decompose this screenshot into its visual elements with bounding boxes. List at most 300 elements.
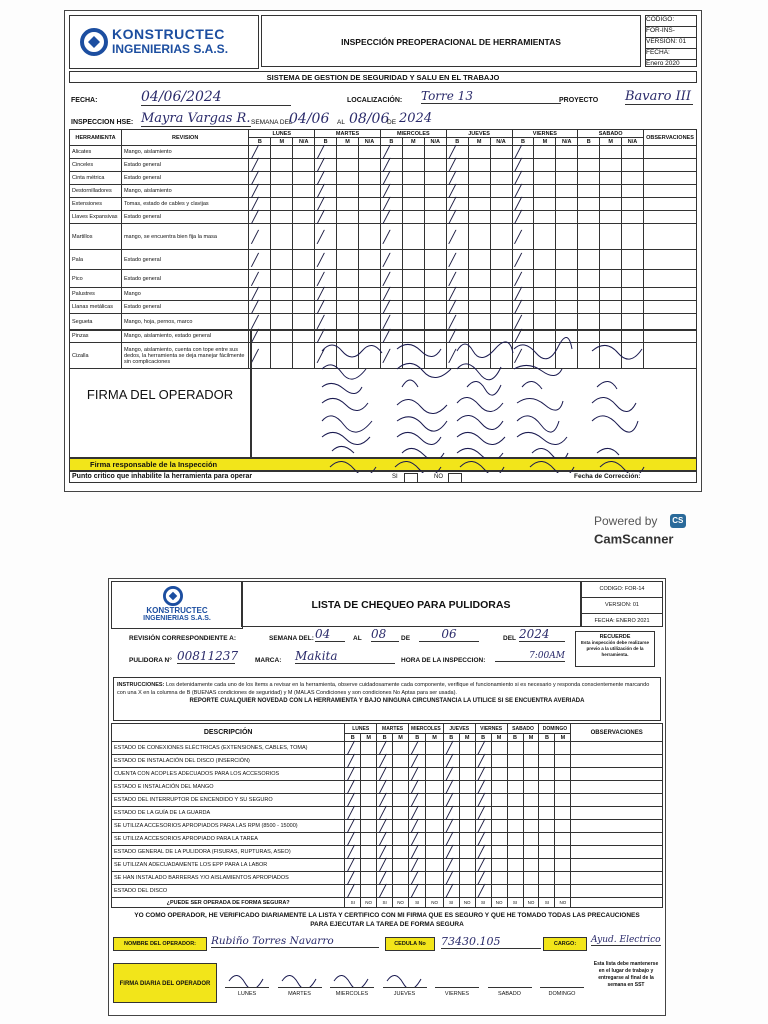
check-cell[interactable] (556, 301, 578, 314)
check-cell[interactable] (555, 846, 571, 859)
check-cell[interactable] (534, 146, 556, 159)
check-cell[interactable] (523, 768, 539, 781)
check-cell[interactable] (539, 768, 555, 781)
check-cell[interactable] (490, 288, 512, 301)
check-cell[interactable] (426, 794, 443, 807)
check-cell[interactable] (468, 146, 490, 159)
check-cell[interactable] (361, 807, 377, 820)
check-cell[interactable]: ╱ (409, 742, 426, 755)
check-cell[interactable] (534, 224, 556, 250)
check-cell[interactable]: ╱ (409, 872, 426, 885)
check-cell[interactable] (426, 768, 443, 781)
check-cell[interactable]: ╱ (443, 807, 459, 820)
check-cell[interactable]: ╱ (249, 198, 271, 211)
check-cell[interactable] (426, 859, 443, 872)
check-cell[interactable]: ╱ (512, 172, 534, 185)
check-cell[interactable] (426, 846, 443, 859)
check-cell[interactable] (491, 885, 507, 898)
check-cell[interactable] (424, 288, 446, 301)
check-cell[interactable] (402, 270, 424, 288)
check-cell[interactable]: ╱ (315, 301, 337, 314)
obs-cell[interactable] (571, 872, 663, 885)
check-cell[interactable] (271, 172, 293, 185)
check-cell[interactable]: ╱ (249, 159, 271, 172)
check-cell[interactable] (600, 314, 622, 330)
check-cell[interactable] (507, 807, 523, 820)
check-cell[interactable] (555, 820, 571, 833)
check-cell[interactable] (523, 833, 539, 846)
check-cell[interactable] (491, 872, 507, 885)
check-cell[interactable] (622, 270, 644, 288)
check-cell[interactable] (556, 270, 578, 288)
check-cell[interactable] (539, 755, 555, 768)
check-cell[interactable] (426, 781, 443, 794)
check-cell[interactable] (490, 185, 512, 198)
check-cell[interactable] (402, 250, 424, 270)
check-cell[interactable] (490, 211, 512, 224)
check-cell[interactable]: ╱ (377, 755, 393, 768)
check-cell[interactable] (337, 198, 359, 211)
check-cell[interactable]: ╱ (315, 185, 337, 198)
check-cell[interactable] (555, 885, 571, 898)
check-cell[interactable] (600, 146, 622, 159)
check-cell[interactable]: ╱ (377, 859, 393, 872)
check-cell[interactable] (523, 794, 539, 807)
check-cell[interactable] (490, 270, 512, 288)
check-cell[interactable]: ╱ (249, 211, 271, 224)
check-cell[interactable]: ╱ (315, 343, 337, 369)
check-cell[interactable] (491, 768, 507, 781)
check-cell[interactable]: ╱ (475, 768, 491, 781)
check-cell[interactable] (361, 872, 377, 885)
check-cell[interactable] (358, 159, 380, 172)
check-cell[interactable] (539, 807, 555, 820)
check-cell[interactable] (393, 859, 409, 872)
check-cell[interactable] (271, 211, 293, 224)
check-cell[interactable] (426, 820, 443, 833)
check-cell[interactable]: ╱ (345, 820, 361, 833)
check-cell[interactable] (271, 250, 293, 270)
check-cell[interactable]: ╱ (512, 343, 534, 369)
check-cell[interactable] (402, 314, 424, 330)
check-cell[interactable] (523, 846, 539, 859)
check-cell[interactable]: ╱ (345, 768, 361, 781)
check-cell[interactable] (507, 859, 523, 872)
check-cell[interactable] (402, 211, 424, 224)
check-cell[interactable] (539, 872, 555, 885)
check-cell[interactable] (490, 250, 512, 270)
check-cell[interactable] (556, 146, 578, 159)
check-cell[interactable] (424, 270, 446, 288)
check-cell[interactable]: ╱ (249, 185, 271, 198)
check-cell[interactable] (361, 833, 377, 846)
check-cell[interactable]: ╱ (409, 833, 426, 846)
check-cell[interactable]: ╱ (512, 211, 534, 224)
check-cell[interactable] (491, 794, 507, 807)
check-cell[interactable]: ╱ (380, 301, 402, 314)
si-cell[interactable]: SI (475, 898, 491, 908)
check-cell[interactable] (393, 794, 409, 807)
check-cell[interactable]: ╱ (249, 330, 271, 343)
check-cell[interactable] (337, 288, 359, 301)
check-cell[interactable] (361, 755, 377, 768)
check-cell[interactable] (578, 224, 600, 250)
check-cell[interactable] (337, 211, 359, 224)
check-cell[interactable] (578, 270, 600, 288)
obs-cell[interactable] (644, 172, 697, 185)
check-cell[interactable] (468, 172, 490, 185)
check-cell[interactable]: ╱ (345, 872, 361, 885)
check-cell[interactable] (507, 794, 523, 807)
check-cell[interactable] (337, 314, 359, 330)
check-cell[interactable] (556, 211, 578, 224)
check-cell[interactable]: ╱ (409, 794, 426, 807)
obs-cell[interactable] (644, 301, 697, 314)
check-cell[interactable] (523, 859, 539, 872)
check-cell[interactable] (578, 172, 600, 185)
check-cell[interactable]: ╱ (380, 250, 402, 270)
check-cell[interactable]: ╱ (380, 288, 402, 301)
check-cell[interactable] (426, 872, 443, 885)
check-cell[interactable] (459, 781, 475, 794)
obs-cell[interactable] (644, 314, 697, 330)
check-cell[interactable] (468, 198, 490, 211)
check-cell[interactable] (426, 742, 443, 755)
check-cell[interactable] (539, 794, 555, 807)
check-cell[interactable] (534, 270, 556, 288)
check-cell[interactable] (361, 885, 377, 898)
check-cell[interactable] (293, 270, 315, 288)
check-cell[interactable] (622, 314, 644, 330)
check-cell[interactable] (361, 742, 377, 755)
check-cell[interactable] (468, 288, 490, 301)
obs-cell[interactable] (571, 781, 663, 794)
check-cell[interactable]: ╱ (345, 833, 361, 846)
check-cell[interactable] (534, 314, 556, 330)
check-cell[interactable]: ╱ (475, 846, 491, 859)
check-cell[interactable] (459, 755, 475, 768)
check-cell[interactable]: ╱ (443, 846, 459, 859)
check-cell[interactable]: ╱ (446, 172, 468, 185)
check-cell[interactable]: ╱ (512, 250, 534, 270)
check-cell[interactable] (271, 301, 293, 314)
check-cell[interactable] (523, 820, 539, 833)
check-cell[interactable] (271, 314, 293, 330)
check-cell[interactable] (393, 885, 409, 898)
check-cell[interactable] (337, 172, 359, 185)
check-cell[interactable] (578, 211, 600, 224)
check-cell[interactable] (459, 859, 475, 872)
check-cell[interactable]: ╱ (443, 859, 459, 872)
check-cell[interactable] (337, 185, 359, 198)
check-cell[interactable] (424, 146, 446, 159)
check-cell[interactable] (358, 211, 380, 224)
check-cell[interactable]: ╱ (380, 146, 402, 159)
check-cell[interactable] (600, 288, 622, 301)
check-cell[interactable] (393, 872, 409, 885)
check-cell[interactable] (402, 198, 424, 211)
check-cell[interactable]: ╱ (443, 872, 459, 885)
no-cell[interactable]: NO (491, 898, 507, 908)
check-cell[interactable] (578, 250, 600, 270)
check-cell[interactable] (459, 872, 475, 885)
firma-day-slot[interactable] (484, 963, 536, 1003)
check-cell[interactable] (622, 250, 644, 270)
check-cell[interactable] (424, 185, 446, 198)
check-cell[interactable] (426, 755, 443, 768)
check-cell[interactable] (507, 885, 523, 898)
check-cell[interactable]: ╱ (446, 198, 468, 211)
check-cell[interactable] (491, 833, 507, 846)
obs-cell[interactable] (571, 794, 663, 807)
check-cell[interactable] (523, 807, 539, 820)
check-cell[interactable] (507, 742, 523, 755)
check-cell[interactable] (358, 314, 380, 330)
check-cell[interactable]: ╱ (446, 270, 468, 288)
check-cell[interactable] (459, 794, 475, 807)
check-cell[interactable] (293, 146, 315, 159)
check-cell[interactable]: ╱ (345, 794, 361, 807)
obs-cell[interactable] (571, 846, 663, 859)
check-cell[interactable] (424, 159, 446, 172)
check-cell[interactable]: ╱ (409, 768, 426, 781)
check-cell[interactable]: ╱ (443, 885, 459, 898)
check-cell[interactable] (459, 833, 475, 846)
check-cell[interactable]: ╱ (345, 807, 361, 820)
check-cell[interactable] (358, 301, 380, 314)
check-cell[interactable] (358, 250, 380, 270)
check-cell[interactable]: ╱ (249, 250, 271, 270)
check-cell[interactable]: ╱ (249, 301, 271, 314)
check-cell[interactable] (358, 172, 380, 185)
check-cell[interactable] (523, 742, 539, 755)
check-cell[interactable] (393, 742, 409, 755)
check-cell[interactable]: ╱ (377, 846, 393, 859)
check-cell[interactable] (539, 859, 555, 872)
check-cell[interactable]: ╱ (512, 185, 534, 198)
check-cell[interactable]: ╱ (380, 314, 402, 330)
obs-cell[interactable] (571, 807, 663, 820)
check-cell[interactable] (358, 185, 380, 198)
check-cell[interactable] (424, 172, 446, 185)
check-cell[interactable]: ╱ (475, 872, 491, 885)
check-cell[interactable] (337, 159, 359, 172)
check-cell[interactable] (337, 301, 359, 314)
check-cell[interactable]: ╱ (409, 781, 426, 794)
check-cell[interactable] (402, 288, 424, 301)
check-cell[interactable] (555, 794, 571, 807)
check-cell[interactable]: ╱ (446, 343, 468, 369)
check-cell[interactable]: ╱ (512, 224, 534, 250)
check-cell[interactable] (293, 211, 315, 224)
check-cell[interactable] (271, 185, 293, 198)
check-cell[interactable] (534, 185, 556, 198)
check-cell[interactable] (468, 224, 490, 250)
check-cell[interactable]: ╱ (380, 224, 402, 250)
check-cell[interactable]: ╱ (249, 224, 271, 250)
check-cell[interactable] (490, 146, 512, 159)
check-cell[interactable] (424, 250, 446, 270)
check-cell[interactable]: ╱ (446, 301, 468, 314)
check-cell[interactable] (358, 198, 380, 211)
check-cell[interactable] (468, 270, 490, 288)
check-cell[interactable] (523, 755, 539, 768)
check-cell[interactable] (539, 833, 555, 846)
check-cell[interactable] (402, 159, 424, 172)
check-cell[interactable]: ╱ (345, 742, 361, 755)
firma-day-slot[interactable] (221, 963, 273, 1003)
obs-cell[interactable] (571, 859, 663, 872)
check-cell[interactable] (555, 742, 571, 755)
check-cell[interactable]: ╱ (249, 270, 271, 288)
check-cell[interactable]: ╱ (380, 185, 402, 198)
check-cell[interactable]: ╱ (446, 250, 468, 270)
check-cell[interactable] (622, 224, 644, 250)
check-cell[interactable] (293, 172, 315, 185)
check-cell[interactable] (361, 781, 377, 794)
check-cell[interactable] (459, 820, 475, 833)
firma-day-slot[interactable] (326, 963, 378, 1003)
check-cell[interactable]: ╱ (377, 794, 393, 807)
check-cell[interactable] (459, 885, 475, 898)
check-cell[interactable]: ╱ (512, 330, 534, 343)
check-cell[interactable] (555, 781, 571, 794)
obs-cell[interactable] (571, 885, 663, 898)
check-cell[interactable] (534, 159, 556, 172)
check-cell[interactable]: ╱ (475, 781, 491, 794)
check-cell[interactable]: ╱ (249, 146, 271, 159)
check-cell[interactable] (491, 755, 507, 768)
check-cell[interactable]: ╱ (443, 781, 459, 794)
check-cell[interactable] (490, 198, 512, 211)
check-cell[interactable]: ╱ (512, 301, 534, 314)
check-cell[interactable]: ╱ (446, 146, 468, 159)
check-cell[interactable] (600, 270, 622, 288)
check-cell[interactable] (555, 833, 571, 846)
check-cell[interactable]: ╱ (409, 859, 426, 872)
check-cell[interactable] (468, 159, 490, 172)
check-cell[interactable] (402, 146, 424, 159)
check-cell[interactable] (293, 250, 315, 270)
check-cell[interactable] (424, 211, 446, 224)
check-cell[interactable]: ╱ (377, 742, 393, 755)
check-cell[interactable] (424, 224, 446, 250)
check-cell[interactable] (556, 185, 578, 198)
firma-day-slot[interactable] (274, 963, 326, 1003)
check-cell[interactable] (556, 159, 578, 172)
obs-cell[interactable] (571, 833, 663, 846)
check-cell[interactable]: ╱ (443, 794, 459, 807)
si-cell[interactable]: SI (507, 898, 523, 908)
check-cell[interactable] (578, 288, 600, 301)
check-cell[interactable] (523, 885, 539, 898)
check-cell[interactable] (539, 846, 555, 859)
check-cell[interactable] (361, 820, 377, 833)
check-cell[interactable]: ╱ (512, 198, 534, 211)
check-cell[interactable] (293, 198, 315, 211)
check-cell[interactable] (534, 198, 556, 211)
obs-cell[interactable] (644, 288, 697, 301)
check-cell[interactable] (361, 768, 377, 781)
check-cell[interactable] (490, 301, 512, 314)
check-cell[interactable]: ╱ (512, 146, 534, 159)
check-cell[interactable] (556, 224, 578, 250)
check-cell[interactable]: ╱ (315, 288, 337, 301)
check-cell[interactable] (490, 172, 512, 185)
check-cell[interactable]: ╱ (377, 768, 393, 781)
check-cell[interactable] (393, 755, 409, 768)
check-cell[interactable] (424, 314, 446, 330)
si-cell[interactable]: SI (345, 898, 361, 908)
check-cell[interactable]: ╱ (315, 211, 337, 224)
check-cell[interactable]: ╱ (380, 211, 402, 224)
obs-cell[interactable] (644, 185, 697, 198)
check-cell[interactable]: ╱ (446, 330, 468, 343)
check-cell[interactable]: ╱ (512, 159, 534, 172)
check-cell[interactable] (393, 781, 409, 794)
obs-cell[interactable] (571, 742, 663, 755)
check-cell[interactable]: ╱ (446, 159, 468, 172)
check-cell[interactable] (490, 314, 512, 330)
check-cell[interactable] (507, 768, 523, 781)
check-cell[interactable] (271, 146, 293, 159)
check-cell[interactable] (337, 270, 359, 288)
check-cell[interactable] (393, 833, 409, 846)
obs-cell[interactable] (644, 270, 697, 288)
firma-day-slot[interactable] (536, 963, 588, 1003)
check-cell[interactable] (600, 172, 622, 185)
check-cell[interactable]: ╱ (446, 185, 468, 198)
check-cell[interactable] (402, 172, 424, 185)
obs-cell[interactable] (571, 755, 663, 768)
si-cell[interactable]: SI (409, 898, 426, 908)
check-cell[interactable] (622, 172, 644, 185)
check-cell[interactable] (556, 172, 578, 185)
check-cell[interactable] (424, 198, 446, 211)
check-cell[interactable]: ╱ (315, 314, 337, 330)
obs-cell[interactable] (644, 211, 697, 224)
check-cell[interactable]: ╱ (345, 859, 361, 872)
obs-cell[interactable] (571, 820, 663, 833)
obs-cell[interactable] (644, 224, 697, 250)
check-cell[interactable] (578, 301, 600, 314)
no-cell[interactable]: NO (426, 898, 443, 908)
check-cell[interactable] (556, 314, 578, 330)
check-cell[interactable]: ╱ (377, 807, 393, 820)
check-cell[interactable] (459, 807, 475, 820)
check-cell[interactable]: ╱ (409, 885, 426, 898)
check-cell[interactable]: ╱ (475, 807, 491, 820)
check-cell[interactable] (426, 885, 443, 898)
check-cell[interactable]: ╱ (443, 755, 459, 768)
check-cell[interactable]: ╱ (475, 833, 491, 846)
check-cell[interactable] (539, 820, 555, 833)
check-cell[interactable]: ╱ (446, 288, 468, 301)
check-cell[interactable] (539, 885, 555, 898)
check-cell[interactable]: ╱ (249, 314, 271, 330)
check-cell[interactable] (293, 301, 315, 314)
check-cell[interactable] (459, 768, 475, 781)
check-cell[interactable] (293, 159, 315, 172)
check-cell[interactable] (507, 781, 523, 794)
check-cell[interactable] (534, 288, 556, 301)
check-cell[interactable] (507, 872, 523, 885)
check-cell[interactable] (622, 288, 644, 301)
check-cell[interactable] (622, 301, 644, 314)
check-cell[interactable]: ╱ (315, 172, 337, 185)
check-cell[interactable] (358, 288, 380, 301)
check-cell[interactable] (556, 250, 578, 270)
